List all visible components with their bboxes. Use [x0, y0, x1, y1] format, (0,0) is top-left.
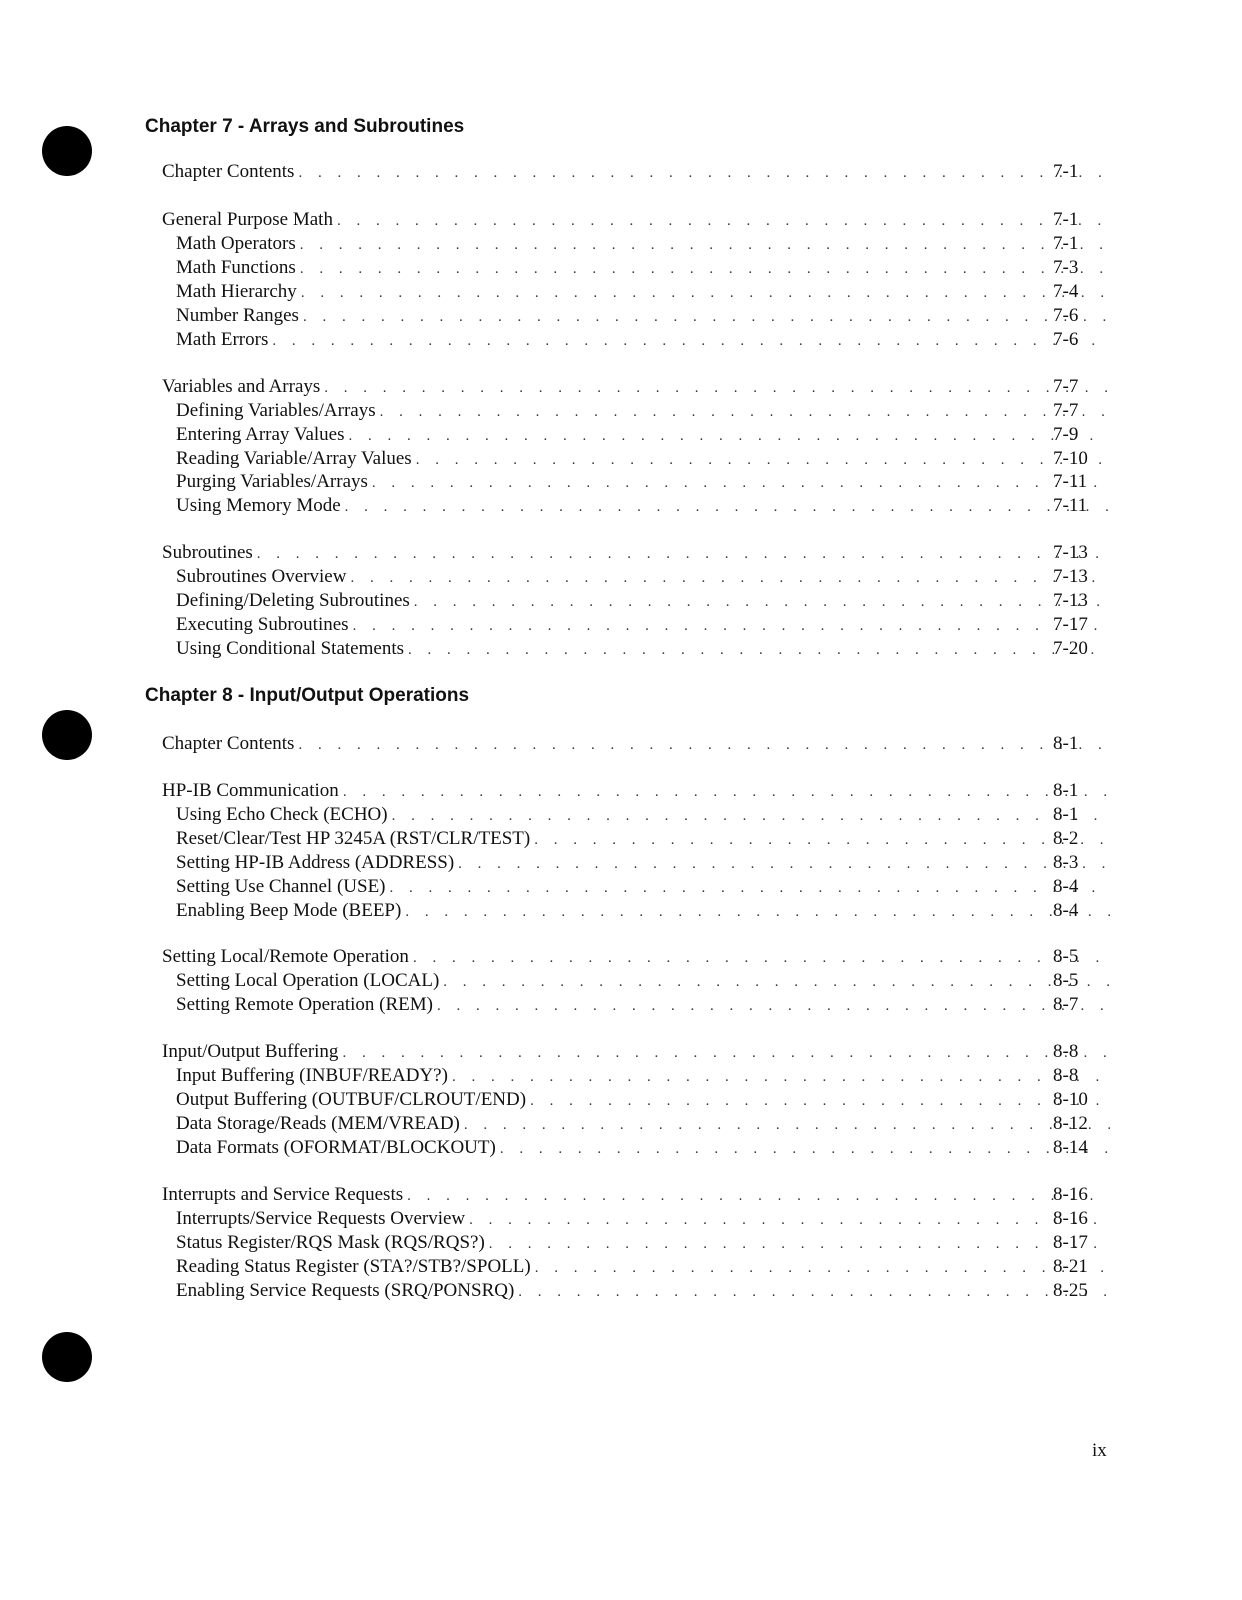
toc-entry-page: 8-16 [1053, 1184, 1088, 1205]
toc-entry[interactable] [0, 1088, 1242, 1112]
toc-entry-leader [176, 993, 1110, 1018]
dot-leader [349, 424, 1111, 448]
toc-entry-title: Variables and Arrays [162, 376, 321, 397]
toc-entry-page: 7-1 [1053, 233, 1079, 254]
toc-entry[interactable] [0, 1255, 1242, 1279]
toc-entry-page: 8-5 [1053, 970, 1079, 991]
toc-entry-title: Reading Variable/Array Values [176, 448, 412, 469]
dot-leader [380, 400, 1110, 424]
toc-entry-leader [176, 470, 1110, 495]
toc-entry-leader [176, 1231, 1110, 1256]
dot-leader [437, 994, 1110, 1018]
toc-entry-page: 8-16 [1053, 1208, 1088, 1229]
toc-entry-title: General Purpose Math [162, 209, 333, 230]
toc-entry[interactable] [0, 1183, 1242, 1207]
dot-leader [534, 828, 1110, 852]
toc-entry[interactable] [0, 779, 1242, 803]
toc-entry-page: 7-13 [1053, 590, 1088, 611]
toc-entry[interactable] [0, 256, 1242, 280]
toc-entry-page: 7-7 [1053, 400, 1079, 421]
toc-entry-title: Reading Status Register (STA?/STB?/SPOLL) [176, 1256, 531, 1277]
toc-entry-page: 7-1 [1053, 209, 1079, 230]
toc-entry-page: 8-3 [1053, 852, 1079, 873]
toc-entry[interactable] [0, 470, 1242, 494]
toc-entry-title: Data Formats (OFORMAT/BLOCKOUT) [176, 1137, 496, 1158]
toc-entry-title: Interrupts/Service Requests Overview [176, 1208, 466, 1229]
toc-entry-leader [176, 613, 1110, 638]
toc-entry-leader [176, 1088, 1110, 1113]
dot-leader [337, 209, 1110, 233]
toc-entry[interactable] [0, 969, 1242, 993]
page-number: ix [1092, 1440, 1107, 1461]
toc-entry[interactable] [0, 399, 1242, 423]
toc-entry-leader [176, 232, 1110, 257]
dot-leader [414, 590, 1110, 614]
toc-entry-title: Math Errors [176, 329, 269, 350]
toc-entry-leader [176, 899, 1110, 924]
toc-entry-page: 8-12 [1053, 1113, 1088, 1134]
toc-entry-title: Input/Output Buffering [162, 1041, 339, 1062]
toc-entry-page: 7-7 [1053, 376, 1079, 397]
toc-entry[interactable] [0, 375, 1242, 399]
dot-leader [272, 329, 1110, 353]
toc-entry-title: Math Operators [176, 233, 296, 254]
toc-entry-page: 7-13 [1053, 542, 1088, 563]
toc-entry-title: Setting Local/Remote Operation [162, 946, 409, 967]
toc-entry-leader [162, 1040, 1110, 1065]
toc-entry-page: 7-11 [1053, 495, 1088, 516]
chapter-heading: Chapter 8 - Input/Output Operations [145, 685, 470, 706]
toc-entry[interactable] [0, 1112, 1242, 1136]
toc-entry-page: 8-8 [1053, 1065, 1079, 1086]
toc-entry-title: Chapter Contents [162, 161, 295, 182]
toc-entry-title: Interrupts and Service Requests [162, 1184, 404, 1205]
toc-entry-title: Output Buffering (OUTBUF/CLROUT/END) [176, 1089, 527, 1110]
toc-entry-title: Executing Subroutines [176, 614, 349, 635]
toc-entry[interactable] [0, 851, 1242, 875]
toc-entry-page: 7-13 [1053, 566, 1088, 587]
toc-entry-title: Math Functions [176, 257, 296, 278]
toc-entry[interactable] [0, 1064, 1242, 1088]
toc-entry-page: 7-6 [1053, 305, 1079, 326]
toc-entry[interactable] [0, 827, 1242, 851]
toc-entry[interactable] [0, 280, 1242, 304]
toc-entry[interactable] [0, 541, 1242, 565]
toc-entry-page: 8-21 [1053, 1256, 1088, 1277]
chapter-heading: Chapter 7 - Arrays and Subroutines [145, 116, 465, 137]
toc-entry-page: 7-20 [1053, 638, 1088, 659]
dot-leader [301, 281, 1110, 305]
toc-entry-title: Using Memory Mode [176, 495, 341, 516]
dot-leader [405, 900, 1110, 924]
toc-entry-leader [176, 304, 1110, 329]
toc-entry-title: Purging Variables/Arrays [176, 471, 368, 492]
dot-leader [416, 448, 1110, 472]
toc-entry-leader [176, 565, 1110, 590]
dot-leader [443, 970, 1110, 994]
dot-leader [500, 1137, 1110, 1161]
toc-entry-leader [176, 875, 1110, 900]
dot-leader [413, 946, 1110, 970]
toc-entry-title: Defining/Deleting Subroutines [176, 590, 410, 611]
toc-entry-leader [176, 423, 1110, 448]
dot-leader [489, 1232, 1110, 1256]
toc-entry-title: Subroutines Overview [176, 566, 347, 587]
toc-entry-leader [176, 494, 1110, 519]
toc-entry[interactable] [0, 1040, 1242, 1064]
toc-entry-page: 7-4 [1053, 281, 1079, 302]
dot-leader [458, 852, 1110, 876]
dot-leader [300, 233, 1110, 257]
toc-entry-leader [176, 827, 1110, 852]
toc-entry-leader [162, 541, 1110, 566]
toc-entry[interactable] [0, 899, 1242, 923]
toc-entry-title: Setting Local Operation (LOCAL) [176, 970, 440, 991]
toc-entry[interactable] [0, 328, 1242, 352]
toc-entry-page: 8-17 [1053, 1232, 1088, 1253]
toc-entry-page: 7-6 [1053, 329, 1079, 350]
toc-entry-page: 7-17 [1053, 614, 1088, 635]
toc-entry-title: Using Conditional Statements [176, 638, 404, 659]
toc-entry[interactable] [0, 875, 1242, 899]
toc-entry-leader [162, 945, 1110, 970]
toc-entry-leader [176, 328, 1110, 353]
dot-leader [324, 376, 1110, 400]
dot-leader [392, 804, 1110, 828]
toc-entry-page: 8-25 [1053, 1280, 1088, 1301]
dot-leader [452, 1065, 1110, 1089]
toc-entry-page: 8-2 [1053, 828, 1079, 849]
toc-entry-title: Using Echo Check (ECHO) [176, 804, 388, 825]
toc-entry-leader [176, 1136, 1110, 1161]
toc-entry-leader [176, 803, 1110, 828]
toc-entry[interactable] [0, 304, 1242, 328]
toc-entry-page: 8-5 [1053, 946, 1079, 967]
toc-entry-title: Number Ranges [176, 305, 299, 326]
toc-entry-leader [176, 1112, 1110, 1137]
dot-leader [257, 542, 1110, 566]
toc-entry-page: 8-1 [1053, 733, 1079, 754]
toc-entry-title: Defining Variables/Arrays [176, 400, 376, 421]
toc-entry[interactable] [0, 208, 1242, 232]
toc-entry-title: Subroutines [162, 542, 253, 563]
toc-entry-page: 7-3 [1053, 257, 1079, 278]
toc-entry[interactable] [0, 494, 1242, 518]
dot-leader [342, 1041, 1110, 1065]
toc-entry-leader [176, 256, 1110, 281]
toc-entry-title: HP-IB Communication [162, 780, 339, 801]
toc-entry-title: Input Buffering (INBUF/READY?) [176, 1065, 448, 1086]
toc-entry-page: 8-1 [1053, 780, 1079, 801]
toc-entry-title: Chapter Contents [162, 733, 295, 754]
toc-entry-leader [176, 1064, 1110, 1089]
dot-leader [372, 471, 1110, 495]
toc-entry-page: 8-4 [1053, 900, 1079, 921]
dot-leader [535, 1256, 1110, 1280]
toc-entry[interactable] [0, 589, 1242, 613]
toc-entry[interactable] [0, 732, 1242, 756]
dot-leader [390, 876, 1110, 900]
toc-entry-title: Setting Remote Operation (REM) [176, 994, 433, 1015]
toc-entry-page: 8-8 [1053, 1041, 1079, 1062]
dot-leader [407, 1184, 1110, 1208]
dot-leader [343, 780, 1110, 804]
toc-entry-leader [176, 1255, 1110, 1280]
toc-entry[interactable] [0, 1207, 1242, 1231]
toc-entry[interactable] [0, 565, 1242, 589]
toc-entry-leader [176, 851, 1110, 876]
toc-entry-page: 7-11 [1053, 471, 1088, 492]
toc-entry[interactable] [0, 803, 1242, 827]
binder-hole-bottom [42, 1332, 92, 1382]
toc-entry-leader [176, 399, 1110, 424]
toc-entry-title: Entering Array Values [176, 424, 345, 445]
dot-leader [350, 566, 1110, 590]
toc-entry-title: Math Hierarchy [176, 281, 297, 302]
dot-leader [298, 733, 1110, 757]
toc-entry-title: Status Register/RQS Mask (RQS/RQS?) [176, 1232, 485, 1253]
toc-entry[interactable] [0, 945, 1242, 969]
toc-entry-leader [176, 589, 1110, 614]
toc-entry-title: Setting HP-IB Address (ADDRESS) [176, 852, 455, 873]
toc-entry-leader [162, 779, 1110, 804]
toc-entry-leader [162, 375, 1110, 400]
toc-entry-page: 8-7 [1053, 994, 1079, 1015]
toc-entry-page: 7-9 [1053, 424, 1079, 445]
toc-entry-title: Data Storage/Reads (MEM/VREAD) [176, 1113, 460, 1134]
toc-entry[interactable] [0, 423, 1242, 447]
toc-entry-leader [162, 208, 1110, 233]
toc-entry[interactable] [0, 613, 1242, 637]
toc-entry-leader [176, 280, 1110, 305]
dot-leader [300, 257, 1110, 281]
dot-leader [518, 1280, 1110, 1304]
dot-leader [298, 161, 1110, 185]
dot-leader [408, 638, 1110, 662]
toc-entry[interactable] [0, 1231, 1242, 1255]
toc-entry[interactable] [0, 1279, 1242, 1303]
toc-entry-leader [162, 732, 1110, 757]
toc-entry[interactable] [0, 637, 1242, 661]
toc-entry[interactable] [0, 447, 1242, 471]
toc-entry-leader [176, 1207, 1110, 1232]
toc-entry-leader [176, 637, 1110, 662]
dot-leader [353, 614, 1110, 638]
toc-entry-leader [162, 1183, 1110, 1208]
toc-entry-page: 7-1 [1053, 161, 1079, 182]
toc-entry[interactable] [0, 160, 1242, 184]
toc-entry-page: 8-4 [1053, 876, 1079, 897]
toc-entry-leader [176, 969, 1110, 994]
toc-entry-page: 8-14 [1053, 1137, 1088, 1158]
toc-entry[interactable] [0, 1136, 1242, 1160]
toc-entry-leader [176, 1279, 1110, 1304]
dot-leader [530, 1089, 1110, 1113]
toc-entry-title: Reset/Clear/Test HP 3245A (RST/CLR/TEST) [176, 828, 531, 849]
toc-entry-title: Setting Use Channel (USE) [176, 876, 386, 897]
dot-leader [345, 495, 1110, 519]
dot-leader [303, 305, 1110, 329]
dot-leader [469, 1208, 1110, 1232]
toc-entry-page: 8-10 [1053, 1089, 1088, 1110]
toc-entry-page: 7-10 [1053, 448, 1088, 469]
toc-entry[interactable] [0, 993, 1242, 1017]
toc-entry-leader [176, 447, 1110, 472]
toc-entry-title: Enabling Service Requests (SRQ/PONSRQ) [176, 1280, 515, 1301]
toc-entry-title: Enabling Beep Mode (BEEP) [176, 900, 402, 921]
toc-entry-leader [162, 160, 1110, 185]
dot-leader [464, 1113, 1110, 1137]
toc-entry-page: 8-1 [1053, 804, 1079, 825]
toc-entry[interactable] [0, 232, 1242, 256]
